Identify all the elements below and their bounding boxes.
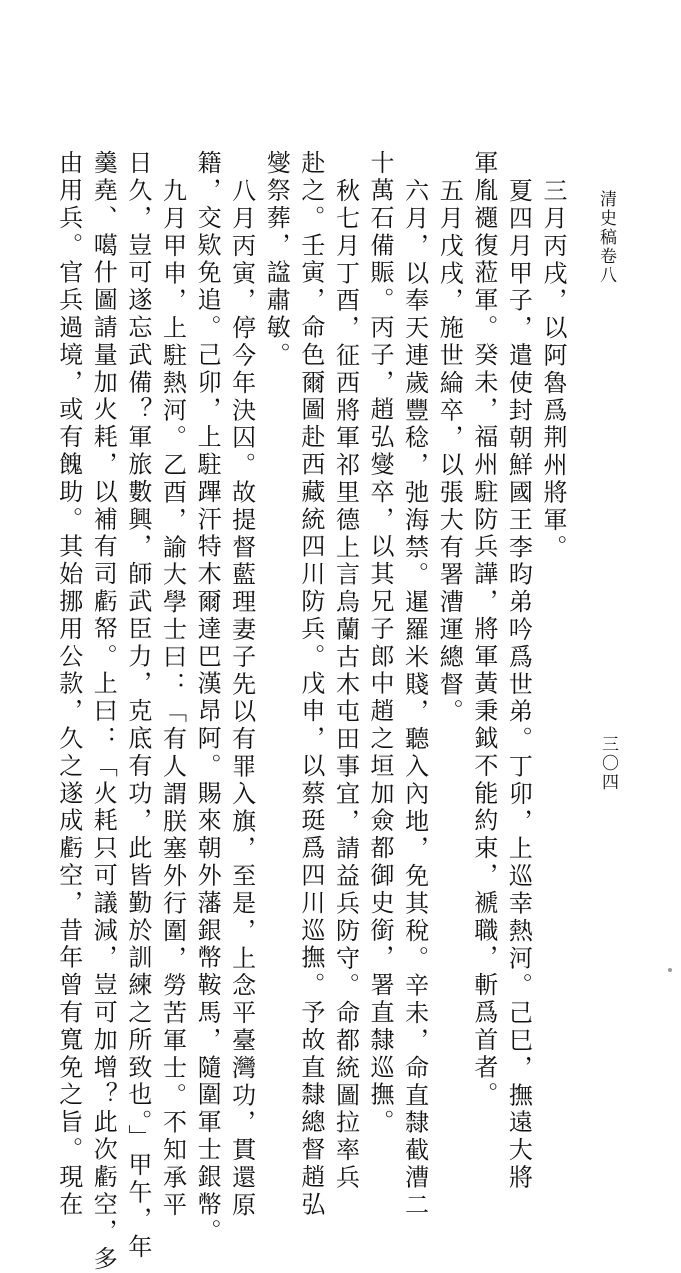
- running-head: 清史稿卷八: [596, 190, 616, 285]
- body-text: [40, 150, 570, 1273]
- text-column: 五月戊戌，施世綸卒，以張大有署漕運總督。: [435, 178, 464, 726]
- text-column: 日久，豈可遂忘武備？軍旅數興，師武臣力，克底有功，此皆勤於訓練之所致也。」甲午，年: [123, 150, 152, 1262]
- text-column: 六月，以奉天連歲豐稔，弛海禁。暹羅米賤，聽入內地，免其稅。辛未，命直隸截漕二: [400, 178, 429, 1220]
- text-column: 八月丙寅，停今年決囚。故提督藍理妻子先以有罪入旗，至是，上念平臺灣功，貫還原: [227, 178, 256, 1220]
- scan-speck: [668, 968, 672, 972]
- text-column: 羹堯、噶什圖請量加火耗，以補有司虧帑。上曰：「火耗只可議減，豈可加增？此次虧空，多: [89, 150, 118, 1273]
- text-column: 籍，交欵免追。己卯，上駐蹕汗特木爾達巴漢昂阿。賜來朝外藩銀幣鞍馬，隨圍軍士銀幣。: [193, 150, 222, 1246]
- text-column: 九月甲申，上駐熱河。乙酉，諭大學士曰：「有人謂朕塞外行圍，勞苦軍士。不知承平: [158, 178, 187, 1220]
- page-number: 三〇四: [598, 735, 618, 792]
- text-column: 由用兵。官兵過境，或有餽助。其始挪用公款，久之遂成虧空，昔年曾有寬免之旨。現在: [54, 150, 83, 1219]
- text-column: 赴之。壬寅，命色爾圖赴西藏統四川防兵。戊申，以蔡珽爲四川巡撫。予故直隸總督趙弘: [296, 150, 325, 1219]
- text-column: 燮祭葬，諡肅敏。: [262, 150, 291, 370]
- text-column: 秋七月丁酉，征西將軍祁里德上言烏蘭古木屯田事宜，請益兵防守。命都統圖拉率兵: [331, 178, 360, 1192]
- text-column: 十萬石備賑。丙子，趙弘燮卒，以其兄子郎中趙之垣加僉都御史銜，署直隸巡撫。: [366, 150, 395, 1137]
- text-column: 軍胤禵復蒞軍。癸未，福州駐防兵譁，將軍黃秉鉞不能約束，褫職，斬爲首者。: [469, 150, 498, 1109]
- text-column: 夏四月甲子，遣使封朝鮮國王李昀弟吟爲世弟。丁卯，上巡幸熱河。己巳，撫遠大將: [504, 178, 533, 1192]
- text-column: 三月丙戌，以阿魯爲荆州將軍。: [539, 178, 567, 562]
